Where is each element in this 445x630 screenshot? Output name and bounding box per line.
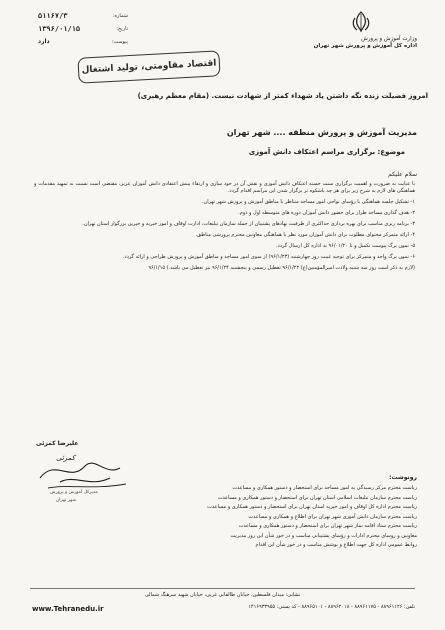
letter-number: ۵۱۱۶۷/۳ <box>38 12 68 20</box>
organization-header <box>297 36 417 50</box>
ministry-name: وزارت آموزش و پرورش <box>361 36 417 42</box>
letter-attachment-label: پیوست: <box>111 39 128 45</box>
letter-attachment-row <box>38 38 128 50</box>
cc-item: ریاست محترم اداره کل اوقاف و امور خیریه استان تهران برای استحضار و دستور همکاری و مساعدت <box>207 504 417 510</box>
letter-attachment: دارد <box>38 38 50 45</box>
signatory-title-city: شهر تهران <box>56 498 77 503</box>
signatory-title: مدیرکل آموزش و پرورش <box>50 490 98 495</box>
letter-number-row <box>38 12 128 24</box>
footer-divider <box>30 588 415 589</box>
footer-website-link[interactable]: www.Tehranedu.ir <box>32 605 104 613</box>
cc-item: روابط عمومی اداره کل جهت اطلاع و پوشش مناسب و در خور شأن این اقدام <box>255 542 417 548</box>
body-item: ۳- برنامه ریزی مناسب برای بهره برداری حداکثری از ظرفیت نهادهای پشتیبان از جمله سازمان تبلیغات، ادارت اوقاف و امور خیریه و خیرین بزرگوار استان تهران. <box>82 221 415 227</box>
signature-scribble <box>30 438 150 526</box>
body-item: ۵- تمون برگ پیوست تکمیل و تا ۹۶/۰۱/۲۰ به اداره کل ارسال گردد. <box>275 243 415 249</box>
cc-item: ریاست محترم سازمان دانش آموزی شهر تهران برای اطلاع و همکاری و مساعدت <box>248 513 417 520</box>
letter-subject: موضوع: برگزاری مراسم اعتکاف دانش آموزی <box>248 148 405 156</box>
cc-title: رونوشت: <box>389 474 417 481</box>
signature-block <box>30 438 150 526</box>
body-item: ۲- هدف گذاری مساجد طراز برای حضور دانش آموزان دوره های متوسطه اول و دوم. <box>238 210 415 216</box>
slogan-stamp: اقتصاد مقاومتی، تولید اشتغال <box>77 50 220 83</box>
cc-item: ریاست محترم سازمان تبلیغات اسلامی استان تهران برای استحضار و دستور همکاری و مساعدت <box>217 494 417 501</box>
footer-address: نشانی: میدان فلسطین، خیابان طالقانی غربی، خیابان شهید سرهنگ شمالی <box>144 592 301 598</box>
body-item: ۴- ارائه متمرکز محتوای مطلوب برای دانش آموزان مورد نظر با هماهنگی معاونین محترم پرورشی مناطق. <box>195 232 415 238</box>
footer-phones: تلفن: ۸۸۹۶۱۱۲۶ - ۸۸۹۶۱۱۷۵ - ۸۸۹۶۲۰۱۸ - ۸۸۹۶۵۱۰۱ - کد پستی: ۱۴۱۶۹۳۳۹۵۵ <box>248 604 415 610</box>
cc-item: ریاست محترم ستاد اقامه نماز شهر تهران برای استحضار و دستور همکاری و مساعدت <box>238 523 417 529</box>
leader-quote: امروز فضیلت زنده نگه داشتن یاد شهداء کمتر از شهادت نیست. (مقام معظم رهبری) <box>137 92 428 100</box>
body-item: ۶- تمون برگ واحد و متمرکز برای توجیه غیبت روز چهارشنبه (۹۶/۱/۲۳) از سوی امور مساجد و مناطق آموزش و پرورش طراحی و ارائه گردد. <box>122 254 415 260</box>
body-note: (لازم به ذکر است روز سه شنبه ولادت امیرالمؤمنین(ع) ۹۶/۱/۲۲ تعطیل رسمی و پنجشنبه ۹۶/۱/۲۴ نیز تعطیل می باشد.) ۹۶/۱/۱۵ <box>148 265 415 271</box>
department-name: اداره کل آموزش و پرورش شهر تهران <box>313 43 417 49</box>
cc-list <box>187 484 417 551</box>
cc-item: معاونین و روسای محترم ادارات و رؤسای پشتیبانی مناسب و در خور شأن این روز مدیریت <box>230 532 417 539</box>
body-intro: با عنایت به ضرورت و اهمیت برگزاری سنت حسنه اعتکاف دانش آموزی و نقش آن در خود سازی و ارتقاء بینش اعتقادی دانش آموزان عزیز، مقتضی است نسبت به تمهید مقدمات و هماهنگی های لازم به شرح زیر برای هر چه باشکوه تر برگزار شدن این مراسم اقدام گردد. <box>34 181 415 194</box>
letter-greeting: سلام علیکم <box>388 171 417 178</box>
letter-body <box>34 181 415 276</box>
letter-date: ۱۳۹۶/۰۱/۱۵ <box>38 25 81 33</box>
letter-addressee: مدیریت آموزش و پرورش منطقه .... شهر تهران <box>226 128 417 137</box>
cc-item: ریاست محترم مرکز رسیدگی به امور مساجد برای استحضار و دستور همکاری و مساعدت <box>232 485 417 491</box>
letter-date-row <box>38 25 128 37</box>
signatory-handwritten: کمرئی <box>56 454 76 462</box>
iran-emblem-icon <box>347 10 375 34</box>
letter-date-label: تاریخ: <box>116 26 128 32</box>
letter-number-label: شماره: <box>112 13 128 19</box>
body-item: ۱- تشکیل جلسه هماهنگی با رؤسای نواحی امور مساجد متناظر با مناطق آموزش و پرورش شهر تهران. <box>201 199 415 205</box>
signatory-name: علیرضا کمرئی <box>36 440 79 447</box>
